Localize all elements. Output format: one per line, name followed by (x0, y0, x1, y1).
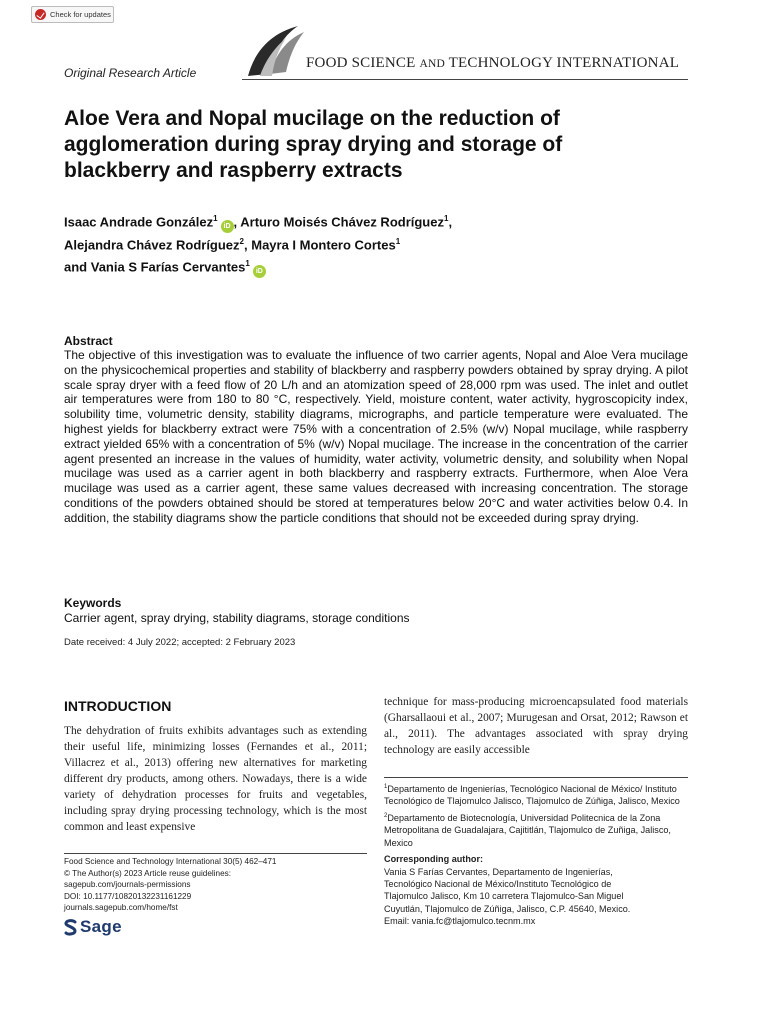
author-separator: , (448, 214, 453, 230)
affiliations (384, 781, 688, 928)
corresponding-author-heading: Corresponding author: (384, 854, 484, 865)
author-affiliation-mark: 1 (395, 237, 401, 247)
journal-name (306, 55, 679, 72)
author-affiliation-mark: 1 (213, 214, 218, 223)
author-name[interactable]: Arturo Moisés Chávez Rodríguez (240, 214, 444, 230)
author-affiliation-mark: 1 (443, 214, 449, 223)
affiliation-item (384, 781, 688, 808)
author-affiliation-mark: 2 (239, 237, 244, 247)
abstract-heading: Abstract (64, 334, 113, 348)
check-updates-label: Check for updates (50, 10, 111, 19)
introduction-left-column: The dehydration of fruits exhibits advantages such as extending their useful life, minimizing losses (Fernandes et al., 2011; Villacrez et al., 2013) offering new alternatives for marketing different dry products, among others. Nowadays, there is a wide variety of dehydration processes for fruits and vegetables, including spray drying processing technology, which is the most common and least expensive (64, 725, 367, 833)
date-received: Date received: 4 July 2022; accepted: 2 February 2023 (64, 637, 296, 648)
orcid-icon[interactable]: iD (253, 265, 266, 278)
imprint-doi[interactable]: DOI: 10.1177/10820132231161229 (64, 891, 192, 901)
journal-name-part1: FOOD SCIENCE (306, 55, 420, 71)
check-for-updates-button[interactable] (31, 6, 114, 23)
author-list (64, 210, 664, 278)
affiliation-divider (384, 777, 688, 778)
check-updates-icon (35, 9, 46, 20)
imprint-copyright: © The Author(s) 2023 Article reuse guidelines: (64, 868, 231, 878)
author-name[interactable]: Alejandra Chávez Rodríguez (64, 237, 240, 253)
header-rule (242, 79, 688, 80)
sage-logo (64, 917, 122, 937)
sage-wordmark: Sage (80, 917, 122, 936)
article-title: Aloe Vera and Nopal mucilage on the reduction of agglomeration during spray drying and storage of blackberry and raspberry extracts (64, 107, 563, 182)
journal-logo (246, 24, 306, 80)
keywords-heading: Keywords (64, 596, 122, 610)
sage-logo-icon (64, 919, 77, 936)
author-separator: , (244, 237, 252, 253)
imprint-permissions-link[interactable]: sagepub.com/journals-permissions (64, 880, 191, 890)
corresponding-line: Cuyutlán, Tlajomulco de Zúñiga, Jalisco, C.P. 45640, Mexico. (384, 903, 631, 914)
introduction-right-column: technique for mass-producing microencapsulated food materials (Gharsallaoui et al., 2007; Murugesan and Orsat, 2012; Rawson et al., 2011). The advantages associated with spray drying technology are easily accessible (384, 696, 688, 756)
journal-name-part2: TECHNOLOGY INTERNATIONAL (444, 55, 680, 71)
corresponding-line: Vania S Farías Cervantes, Departamento de Ingenierías, (384, 866, 613, 877)
imprint-citation: Food Science and Technology International 30(5) 462–471 (64, 857, 277, 866)
author-affiliation-mark: 1 (245, 258, 250, 268)
imprint-journal-link[interactable]: journals.sagepub.com/home/fst (64, 903, 178, 913)
orcid-icon[interactable]: iD (221, 220, 234, 233)
article-type: Original Research Article (64, 66, 197, 80)
affiliation-number: 2 (384, 812, 388, 819)
imprint-divider (64, 853, 367, 854)
affiliation-text: Departamento de Ingenierías, Tecnológico Nacional de México/ Instituto Tecnológico de Tlajomulco Jalisco, Tlajomulco de Zúñiga, Jalisco, Mexico (384, 784, 680, 807)
journal-imprint (64, 856, 364, 914)
corresponding-email[interactable]: Email: vania.fc@tlajomulco.tecnm.mx (384, 916, 536, 927)
keywords-text: Carrier agent, spray drying, stability diagrams, storage conditions (64, 611, 410, 625)
corresponding-line: Tlajomulco Jalisco, Km 10 carretera Tlajomulco-San Miguel (384, 891, 624, 902)
abstract-text: The objective of this investigation was to evaluate the influence of two carrier agents, Nopal and Aloe Vera mucilage on the physicochemical properties and stability of blackberry and raspberry powders obtained by spray drying. A pilot scale spray dryer with a feed flow of 20 L/h and an atomization speed of 28,000 rpm was used. The inlet and outlet air temperatures were from 180 to 80 °C, respectively. Yield, moisture content, water activity, hygroscopicity index, solubility time, volumetric density, stability diagrams, micrographs, and particle temperature were evaluated. The highest yields for blackberry extract were 75% with a concentration of 2.5% (w/v) Nopal mucilage, while raspberry extract yielded 65% with a concentration of 5% (w/v) Nopal mucilage. The increase in the concentration of the carrier agent presented an increase in the values of humidity, water activity, volumetric density, and solubility when Nopal mucilage was used as a carrier agent in both blackberry and raspberry extracts. Furthermore, when Aloe Vera mucilage was used as a carrier agent, these same values decreased with increasing concentration. The storage conditions of the powders obtained should be stored at temperatures below 20°C and water activities below 0.4. In addition, the stability diagrams show the particle conditions that should not be exceeded during spray drying. (64, 348, 688, 525)
author-name[interactable]: Vania S Farías Cervantes (90, 258, 246, 274)
author-separator: and (64, 258, 91, 274)
journal-name-and: AND (419, 58, 445, 70)
author-separator: , (233, 214, 241, 230)
corresponding-line: Tecnológico Nacional de México/Instituto Tecnológico de (384, 878, 612, 889)
affiliation-text: Departamento de Biotecnología, Universidad Politecnica de la Zona Metropolitana de Guadalajara, Cajititlán, Tlajomulco de Zuñiga, Jalisco, Mexico (384, 812, 671, 848)
affiliation-item (384, 810, 688, 849)
affiliation-number: 1 (384, 784, 388, 790)
introduction-heading: INTRODUCTION (64, 698, 172, 714)
author-name[interactable]: Isaac Andrade González (64, 214, 214, 230)
author-name[interactable]: Mayra I Montero Cortes (251, 237, 396, 253)
